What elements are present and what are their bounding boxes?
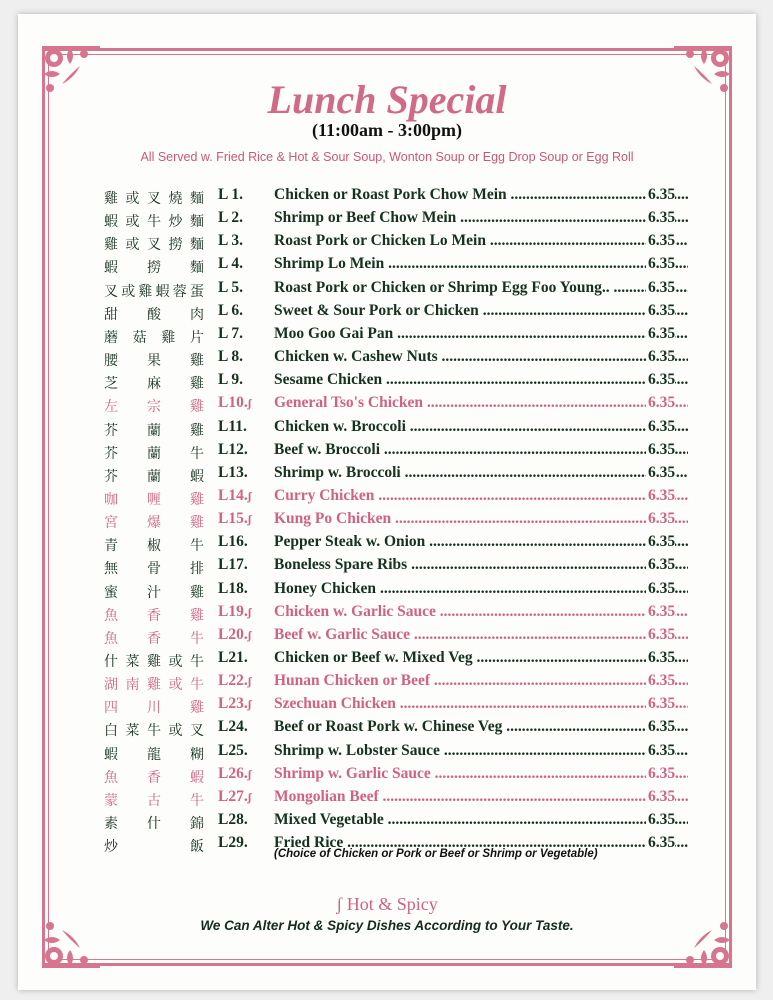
menu-item [18, 603, 756, 625]
chili-icon: ʃ [247, 789, 252, 804]
item-name: Honey Chicken ..... [274, 580, 688, 598]
item-code: L21. [218, 649, 248, 666]
menu-item [18, 186, 756, 208]
chinese-name: 雞 或 叉 燒 麵 [104, 192, 204, 207]
menu-item [18, 695, 756, 717]
item-name: Szechuan Chicken ..... [274, 695, 688, 713]
item-name: Chicken w. Cashew Nuts ..... [274, 348, 688, 366]
chili-icon: ʃ [247, 396, 252, 411]
chinese-name: 什 菜 雞 或 牛 [104, 655, 204, 670]
item-name: Curry Chicken ..... [274, 487, 688, 505]
item-code: L 9. [218, 371, 243, 389]
item-code: L18. [218, 579, 248, 597]
page-title: Lunch Special [267, 77, 507, 122]
chinese-name: 魚 香 蝦 [104, 770, 204, 786]
item-price: 6.35 [648, 741, 676, 759]
item-code: L 1. [218, 186, 243, 203]
item-price: 6.35 [648, 255, 676, 273]
item-price: 6.35 [648, 417, 676, 435]
menu-item [18, 255, 756, 277]
chinese-name: 蜜 汁 雞 [104, 585, 204, 601]
item-price: 6.35 [648, 232, 676, 250]
menu-item [18, 348, 756, 370]
item-name: General Tso's Chicken ..... [274, 394, 688, 412]
chili-icon: ʃ [247, 512, 252, 527]
item-price: 6.35 [648, 695, 676, 713]
menu-item [18, 580, 756, 602]
chinese-name: 蒙 古 牛 [104, 793, 204, 809]
item-name: Shrimp w. Garlic Sauce ..... [274, 765, 688, 783]
menu-item [18, 325, 756, 347]
item-name: Chicken w. Garlic Sauce ..... [274, 603, 688, 621]
chinese-name: 叉 或 雞 蝦 蓉 蛋 [104, 284, 204, 300]
chili-icon: ʃ [247, 674, 252, 689]
menu-item [18, 441, 756, 463]
chinese-name: 魚 香 雞 [104, 608, 204, 624]
chinese-name: 炒 飯 [104, 840, 204, 856]
item-price: 6.35 [648, 533, 676, 551]
item-name: Hunan Chicken or Beef ..... [274, 672, 688, 690]
menu-item [18, 209, 756, 231]
item-name: Roast Pork or Chicken Lo Mein ..... [274, 232, 688, 250]
item-name: Chicken or Beef w. Mixed Veg ..... [274, 649, 688, 667]
item-price: 6.35 [648, 486, 676, 504]
item-code: L19.ʃ [218, 602, 252, 620]
item-name: Beef w. Garlic Sauce ..... [274, 626, 688, 644]
item-code: L13. [218, 463, 248, 481]
item-price: 6.35 [648, 394, 676, 412]
menu-item [18, 394, 756, 416]
item-code: L 6. [218, 301, 243, 319]
item-code: L 8. [218, 348, 243, 366]
chinese-name: 蝦 龍 糊 [104, 747, 204, 763]
item-code: L25. [218, 741, 248, 759]
menu-item [18, 371, 756, 393]
item-code: L 5. [218, 278, 243, 296]
item-price: 6.35 [648, 579, 676, 597]
item-name: Chicken w. Broccoli ..... [274, 418, 688, 436]
item-name: Kung Po Chicken ..... [274, 510, 688, 528]
item-name: Mongolian Beef ..... [274, 788, 688, 806]
menu-item [18, 626, 756, 648]
chinese-name: 芝 麻 雞 [104, 377, 204, 393]
item-price: 6.35 [648, 556, 676, 574]
menu-item [18, 464, 756, 486]
chili-icon: ʃ [247, 604, 252, 619]
item-code: L10.ʃ [218, 394, 252, 412]
item-price: 6.35 [648, 764, 676, 782]
item-code: L28. [218, 811, 248, 829]
item-price: 6.35 [648, 440, 676, 458]
hot-spicy-legend [18, 894, 756, 915]
item-name: Shrimp or Beef Chow Mein ..... [274, 209, 688, 227]
item-name: Mixed Vegetable ..... [274, 811, 688, 829]
item-price: 6.35 [648, 787, 676, 805]
chinese-name: 腰 果 雞 [104, 354, 204, 370]
chili-icon: ʃ [336, 894, 343, 914]
item-name: Roast Pork or Chicken or Shrimp Egg Foo Young.. ..... [274, 279, 688, 297]
item-name: Moo Goo Gai Pan ..... [274, 325, 688, 343]
item-name: Beef w. Broccoli ..... [274, 441, 688, 459]
item-name: Sesame Chicken ..... [274, 371, 688, 389]
menu-item [18, 742, 756, 764]
chinese-name: 蘑 菇 雞 片 [104, 330, 204, 346]
item-code: L17. [218, 556, 248, 574]
menu-item [18, 811, 756, 833]
item-code: L 3. [218, 232, 243, 250]
item-code: L12. [218, 440, 248, 458]
lunch-hours: (11:00am - 3:00pm) [312, 120, 462, 140]
item-name: Pepper Steak w. Onion ..... [274, 533, 688, 551]
menu-item [18, 765, 756, 787]
item-code: L23.ʃ [218, 695, 252, 713]
item-code: L27.ʃ [218, 787, 252, 805]
item-name: Shrimp w. Broccoli ..... [274, 464, 688, 482]
item-code: L15.ʃ [218, 510, 252, 528]
served-with-note: All Served w. Fried Rice & Hot & Sour Soup, Wonton Soup or Egg Drop Soup or Egg Roll [140, 150, 634, 164]
chinese-name: 雞 或 叉 撈 麵 [104, 238, 204, 254]
menu-item [18, 418, 756, 440]
item-name: Beef or Roast Pork w. Chinese Veg ..... [274, 718, 688, 736]
item-name: Chicken or Roast Pork Chow Mein ..... [274, 186, 688, 204]
item-price: 6.35 [648, 672, 676, 690]
chinese-name: 芥 蘭 雞 [104, 423, 204, 439]
menu-item [18, 510, 756, 532]
item-code: L16. [218, 533, 248, 551]
item-price: 6.35 [648, 510, 676, 528]
fried-rice-note: (Choice of Chicken or Pork or Beef or Shrimp or Vegetable) [274, 848, 598, 860]
item-price: 6.35 [648, 834, 676, 852]
menu-item [18, 302, 756, 324]
item-price: 6.35 [648, 811, 676, 829]
item-code: L14.ʃ [218, 486, 252, 504]
chili-icon: ʃ [247, 488, 252, 503]
item-price: 6.35 [648, 463, 676, 481]
item-name: Shrimp Lo Mein ..... [274, 255, 688, 273]
item-name: Fried Rice ..... [274, 834, 688, 852]
item-price: 6.35 [648, 209, 676, 227]
chinese-name: 甜 酸 肉 [104, 307, 204, 323]
item-name: Sweet & Sour Pork or Chicken ..... [274, 302, 688, 320]
chili-icon: ʃ [247, 697, 252, 712]
chinese-name: 白 菜 牛 或 叉 [104, 724, 204, 740]
chinese-name: 四 川 雞 [104, 701, 204, 717]
menu-item [18, 672, 756, 694]
chinese-name: 咖 喱 雞 [104, 492, 204, 508]
menu-page [18, 14, 756, 990]
menu-item [18, 232, 756, 254]
item-code: L24. [218, 718, 248, 736]
menu-item [18, 718, 756, 740]
menu-item [18, 487, 756, 509]
chili-icon: ʃ [247, 627, 252, 642]
chinese-name: 湖 南 雞 或 牛 [104, 678, 204, 694]
item-code: L 4. [218, 255, 243, 273]
item-code: L20.ʃ [218, 625, 252, 643]
item-code: L 2. [218, 209, 243, 227]
item-code: L 7. [218, 324, 243, 342]
menu-item [18, 649, 756, 671]
item-name: Boneless Spare Ribs ..... [274, 556, 688, 574]
item-code: L11. [218, 417, 247, 435]
chinese-name: 芥 蘭 牛 [104, 446, 204, 462]
chinese-name: 蝦 或 牛 炒 麵 [104, 215, 204, 231]
item-price: 6.35 [648, 649, 676, 666]
item-price: 6.35 [648, 324, 676, 342]
alter-spice-note: We Can Alter Hot & Spicy Dishes According to Your Taste. [200, 918, 574, 933]
chinese-name: 無 骨 排 [104, 562, 204, 578]
chinese-name: 青 椒 牛 [104, 539, 204, 555]
item-price: 6.35 [648, 278, 676, 296]
item-code: L22.ʃ [218, 672, 252, 690]
menu-item [18, 556, 756, 578]
chinese-name: 芥 蘭 蝦 [104, 469, 204, 485]
item-price: 6.35 [648, 625, 676, 643]
chinese-name: 魚 香 牛 [104, 631, 204, 647]
item-price: 6.35 [648, 371, 676, 389]
item-price: 6.35 [648, 348, 676, 366]
item-name: Shrimp w. Lobster Sauce ..... [274, 742, 688, 760]
chili-icon: ʃ [247, 766, 252, 781]
item-price: 6.35 [648, 602, 676, 620]
item-code: L29. [218, 834, 248, 852]
menu-item [18, 279, 756, 301]
item-price: 6.35 [648, 301, 676, 319]
item-price: 6.35 [648, 186, 676, 203]
menu-item [18, 533, 756, 555]
chinese-name: 左 宗 雞 [104, 400, 204, 416]
legend-label: Hot & Spicy [346, 894, 438, 914]
item-price: 6.35 [648, 718, 676, 736]
item-code: L26.ʃ [218, 764, 252, 782]
menu-item [18, 788, 756, 810]
chinese-name: 蝦 撈 麵 [104, 261, 204, 277]
chinese-name: 宮 爆 雞 [104, 516, 204, 532]
chinese-name: 素 什 錦 [104, 817, 204, 833]
